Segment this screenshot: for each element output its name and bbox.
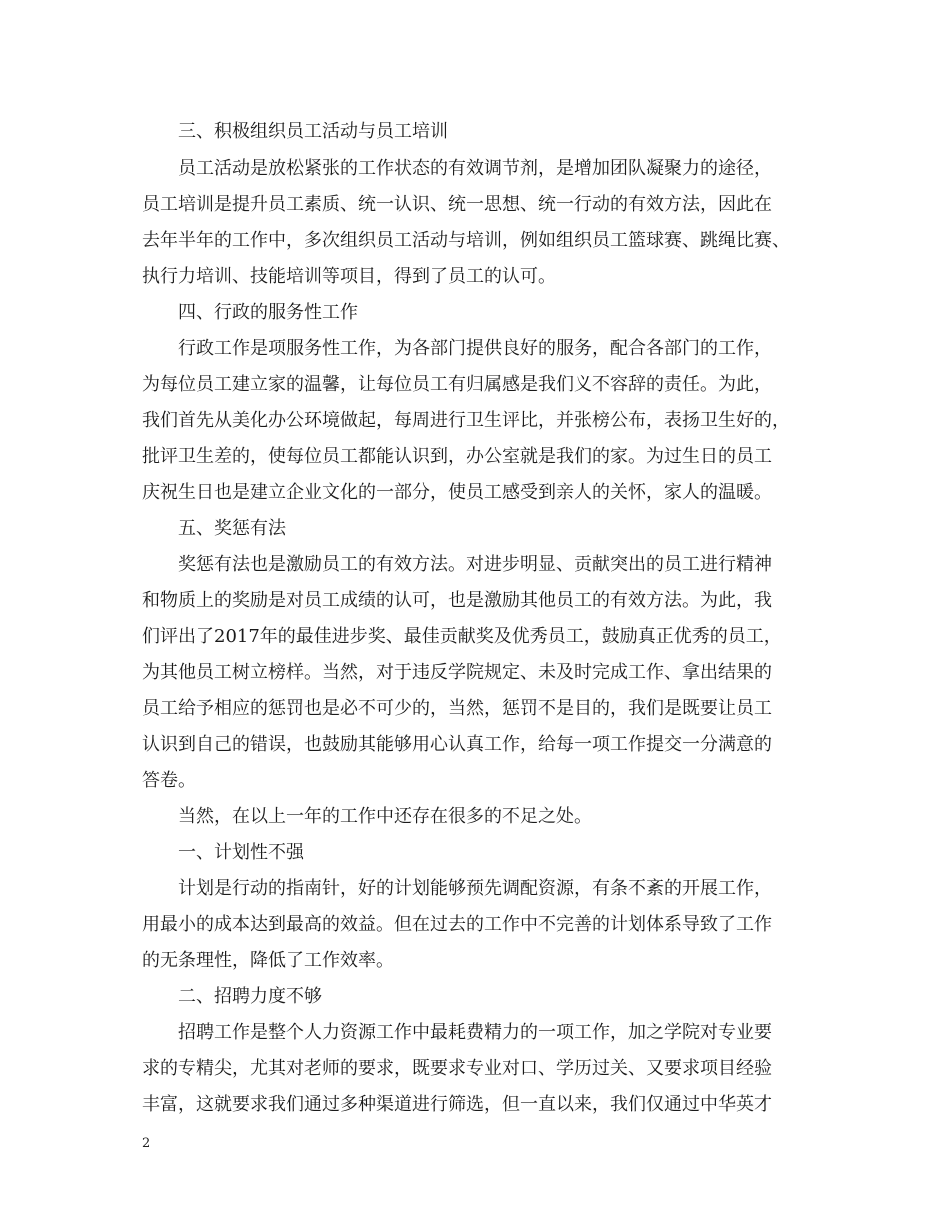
paragraph-line: 计划是行动的指南针，好的计划能够预先调配资源，有条不紊的开展工作，: [178, 878, 772, 899]
paragraph-line: 的无条理性，降低了工作效率。: [142, 950, 394, 971]
paragraph-line: 执行力培训、技能培训等项目，得到了员工的认可。: [142, 266, 556, 287]
paragraph-line: 当然，在以上一年的工作中还存在很多的不足之处。: [178, 806, 592, 827]
section-heading: 三、积极组织员工活动与员工培训: [178, 121, 448, 142]
paragraph-line: 奖惩有法也是激励员工的有效方法。对进步明显、贡献突出的员工进行精神: [178, 554, 772, 575]
paragraph-line: 和物质上的奖励是对员工成绩的认可，也是激励其他员工的有效方法。为此，我: [142, 590, 772, 611]
page-number: 2: [142, 1136, 151, 1151]
paragraph-line: 答卷。: [142, 770, 196, 791]
paragraph-line: 求的专精尖，尤其对老师的要求，既要求专业对口、学历过关、又要求项目经验: [142, 1058, 772, 1079]
paragraph-line: 为每位员工建立家的温馨，让每位员工有归属感是我们义不容辞的责任。为此，: [142, 374, 772, 395]
paragraph-line: 批评卫生差的，使每位员工都能认识到，办公室就是我们的家。为过生日的员工: [142, 446, 772, 467]
section-heading: 二、招聘力度不够: [178, 986, 322, 1007]
paragraph-line: 用最小的成本达到最高的效益。但在过去的工作中不完善的计划体系导致了工作: [142, 914, 772, 935]
paragraph-line: 我们首先从美化办公环境做起，每周进行卫生评比，并张榜公布，表扬卫生好的，: [142, 410, 790, 431]
paragraph-line: 丰富，这就要求我们通过多种渠道进行筛选，但一直以来，我们仅通过中华英才: [142, 1094, 772, 1115]
paragraph-line: 招聘工作是整个人力资源工作中最耗费精力的一项工作，加之学院对专业要: [178, 1022, 772, 1043]
paragraph-line: 员工给予相应的惩罚也是必不可少的，当然，惩罚不是目的，我们是既要让员工: [142, 698, 772, 719]
paragraph-line: 员工活动是放松紧张的工作状态的有效调节剂，是增加团队凝聚力的途径，: [178, 158, 772, 179]
paragraph-line: 庆祝生日也是建立企业文化的一部分，使员工感受到亲人的关怀，家人的温暖。: [142, 482, 772, 503]
section-heading: 一、计划性不强: [178, 842, 304, 863]
section-heading: 四、行政的服务性工作: [178, 302, 358, 323]
paragraph-line: 认识到自己的错误，也鼓励其能够用心认真工作，给每一项工作提交一分满意的: [142, 734, 772, 755]
paragraph-line: 员工培训是提升员工素质、统一认识、统一思想、统一行动的有效方法，因此在: [142, 194, 772, 215]
paragraph-line: 们评出了2017年的最佳进步奖、最佳贡献奖及优秀员工，鼓励真正优秀的员工，: [142, 626, 782, 647]
section-heading: 五、奖惩有法: [178, 518, 286, 539]
paragraph-line: 去年半年的工作中，多次组织员工活动与培训，例如组织员工篮球赛、跳绳比赛、: [142, 230, 790, 251]
paragraph-line: 行政工作是项服务性工作，为各部门提供良好的服务，配合各部门的工作，: [178, 338, 772, 359]
paragraph-line: 为其他员工树立榜样。当然，对于违反学院规定、未及时完成工作、拿出结果的: [142, 662, 772, 683]
